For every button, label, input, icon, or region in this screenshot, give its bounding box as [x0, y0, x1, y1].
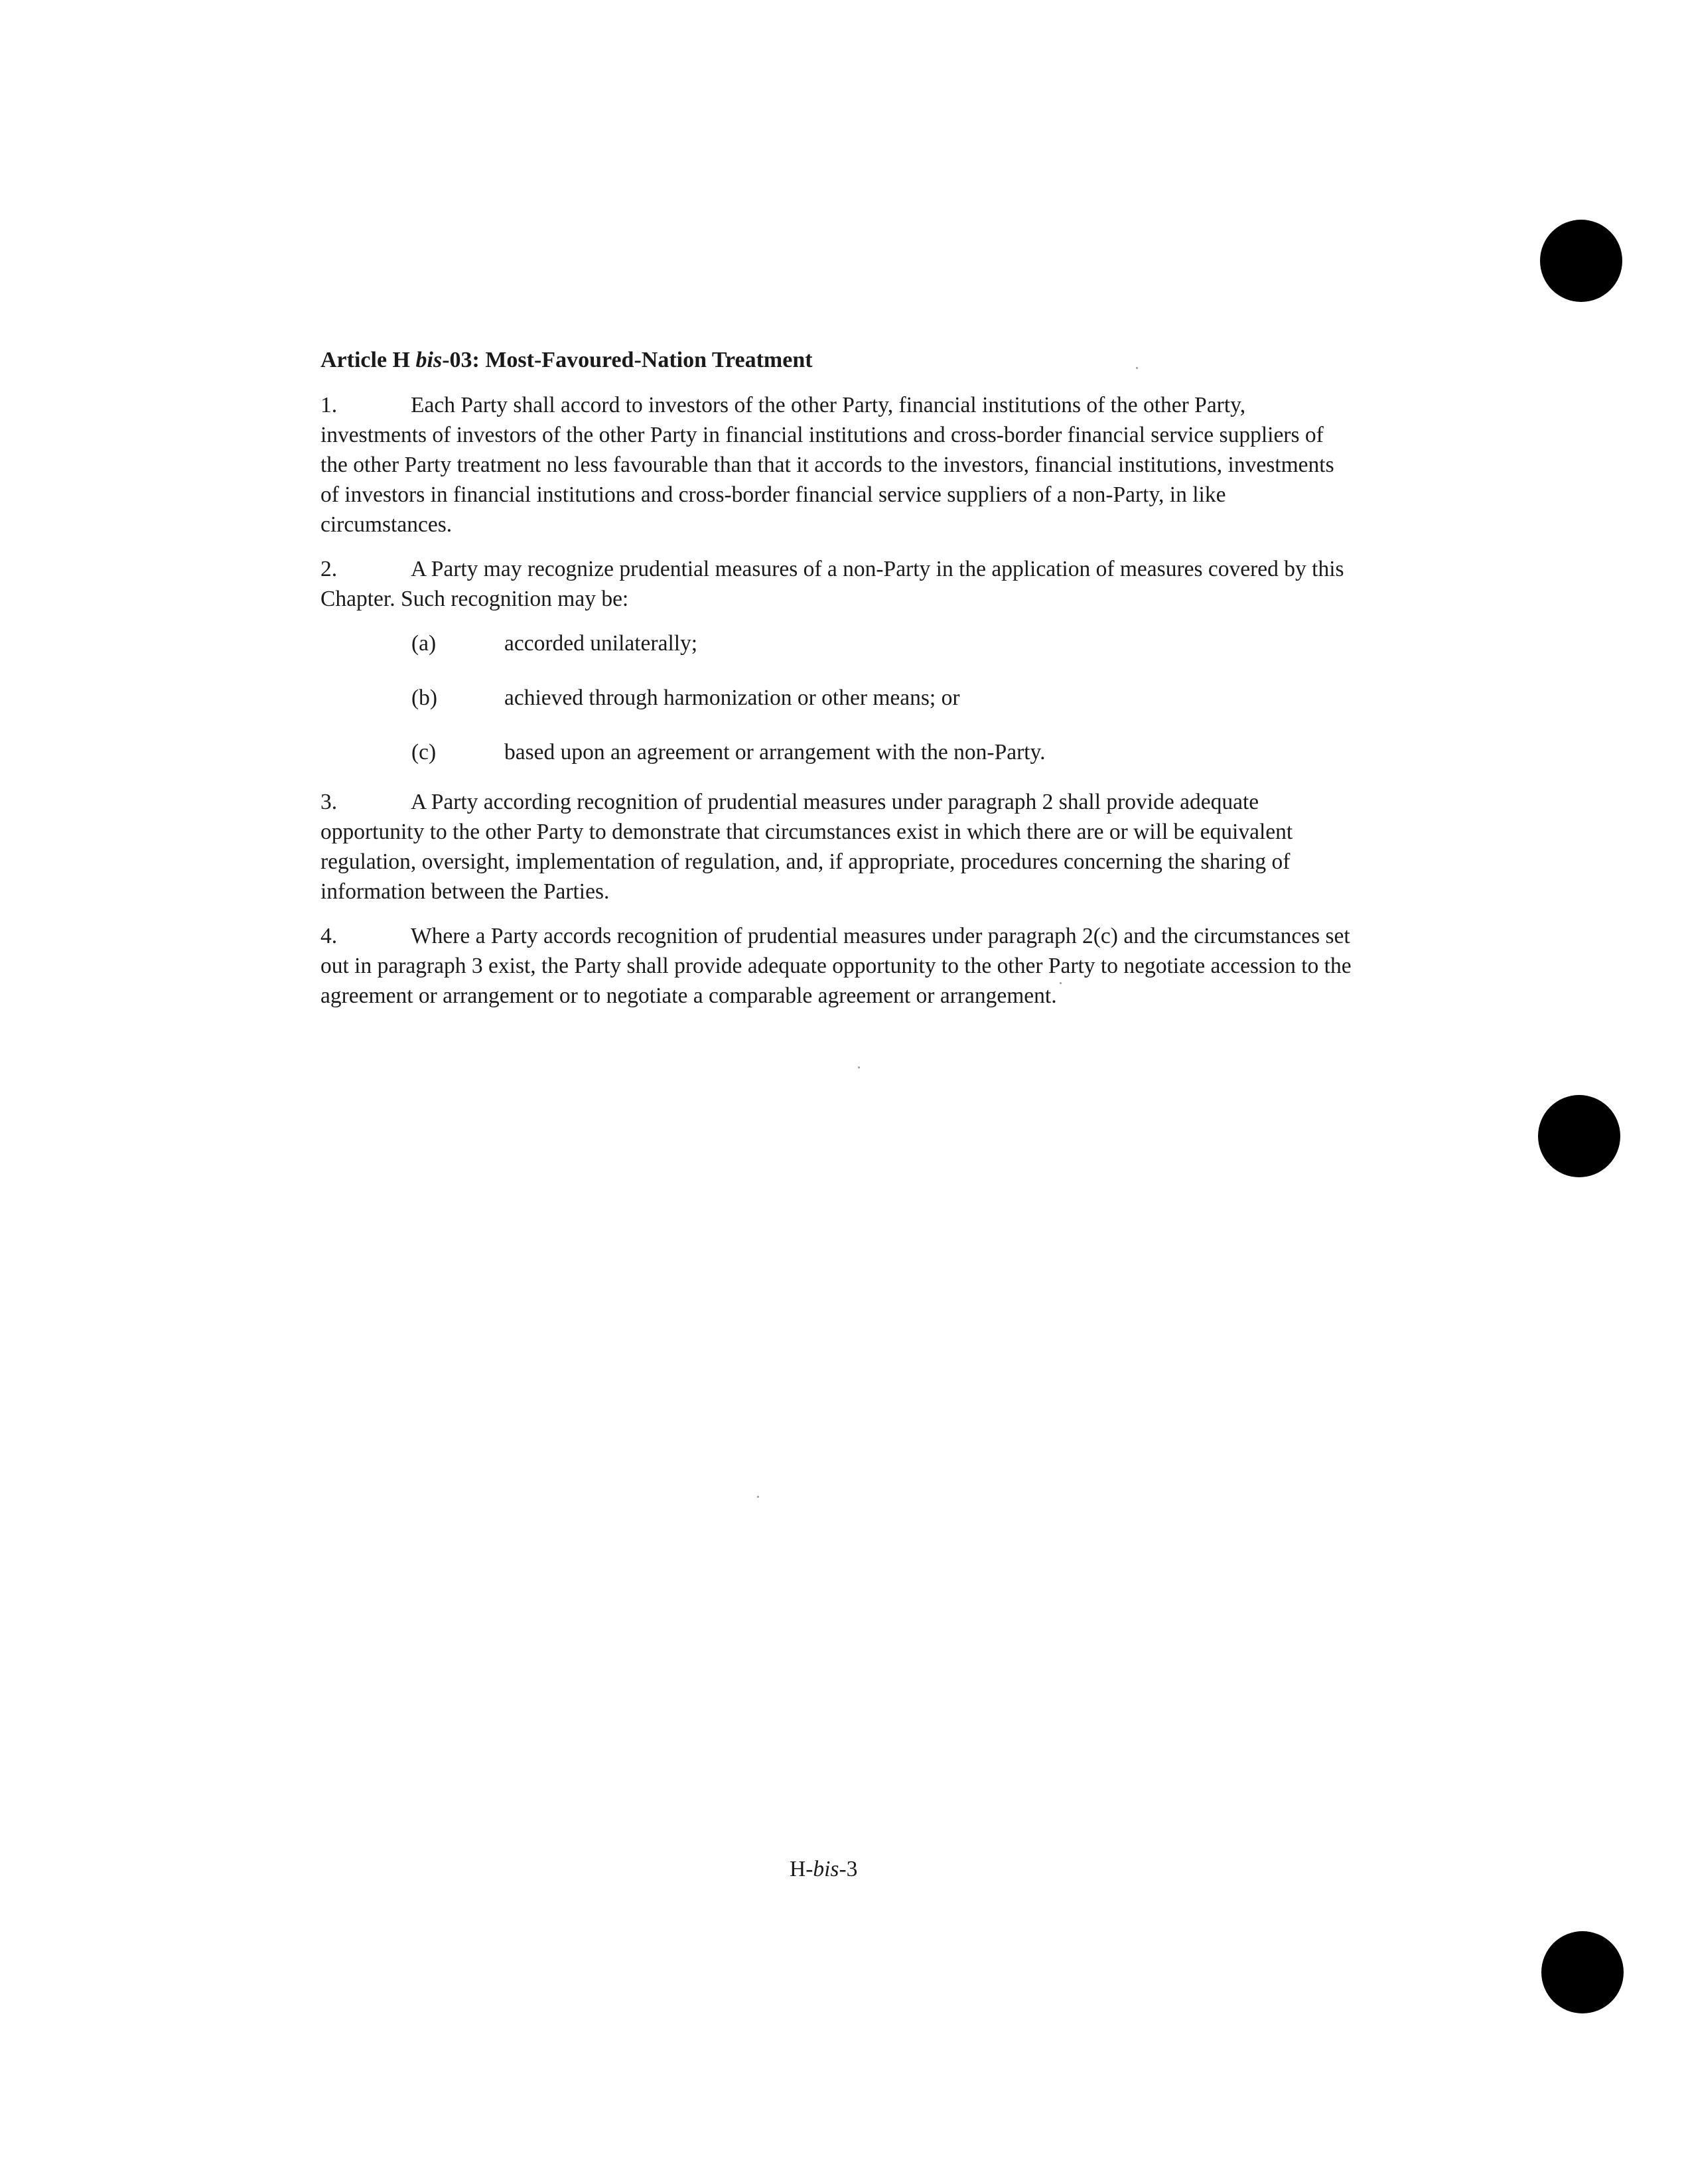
- list-item: [320, 683, 1356, 713]
- article-heading: [320, 345, 1356, 375]
- paragraph-number: 1.: [320, 393, 338, 417]
- paragraph-1: [320, 390, 1356, 540]
- subitem-text: achieved through harmonization or other means; or: [504, 686, 960, 710]
- heading-italic: bis: [415, 348, 443, 372]
- paragraph-3: [320, 787, 1356, 907]
- page-number-prefix: H-: [790, 1857, 813, 1881]
- paragraph-number: 3.: [320, 790, 338, 814]
- scan-speck: [858, 1066, 860, 1068]
- list-item: [320, 737, 1356, 767]
- punch-hole-top: [1540, 220, 1622, 302]
- subitem-label: (c): [411, 740, 437, 764]
- paragraph-4: [320, 921, 1356, 1011]
- subitem-list: [320, 628, 1356, 767]
- punch-hole-bottom: [1541, 1931, 1624, 2013]
- paragraph-text: Where a Party accords recognition of prudential measures under paragraph 2(c) and the circumstances set out in paragraph 3 exist, the Party shall provide adequate opportunity to the other Party to negotiate accession to the agreement or arrangement or to negotiate a comparable agreement or arrangement.: [320, 924, 1352, 1008]
- heading-suffix: -03: Most-Favoured-Nation Treatment: [442, 348, 813, 372]
- page-number-italic: bis: [813, 1857, 839, 1881]
- page-number-suffix: -3: [839, 1857, 858, 1881]
- paragraph-text: Each Party shall accord to investors of the other Party, financial institutions of the other Party, investments of investors of the other Party in financial institutions and cross-border financial service suppliers of the other Party treatment no less favourable than that it accords to the investors, financial institutions, investments of investors in financial institutions and cross-border financial service suppliers of a non-Party, in like circumstances.: [320, 393, 1334, 537]
- scan-speck: [757, 1496, 759, 1498]
- punch-hole-middle: [1538, 1095, 1620, 1177]
- subitem-label: (b): [411, 686, 438, 710]
- page-number: [790, 1857, 857, 1882]
- list-item: [320, 628, 1356, 658]
- paragraph-number: 4.: [320, 924, 338, 948]
- document-body: [320, 345, 1356, 1025]
- subitem-text: based upon an agreement or arrangement with the non-Party.: [504, 740, 1046, 764]
- subitem-label: (a): [411, 631, 437, 656]
- paragraph-2: [320, 554, 1356, 614]
- heading-prefix: Article H: [320, 348, 416, 372]
- subitem-text: accorded unilaterally;: [504, 631, 698, 656]
- paragraph-text: A Party according recognition of prudential measures under paragraph 2 shall provide adequate opportunity to the other Party to demonstrate that circumstances exist in which there are or will be equivalent regulation, oversight, implementation of regulation, and, if appropriate, procedures concerning the sharing of information between the Parties.: [320, 790, 1293, 904]
- paragraph-text: A Party may recognize prudential measures of a non-Party in the application of measures covered by this Chapter. Such recognition may be:: [320, 557, 1344, 611]
- paragraph-number: 2.: [320, 557, 338, 581]
